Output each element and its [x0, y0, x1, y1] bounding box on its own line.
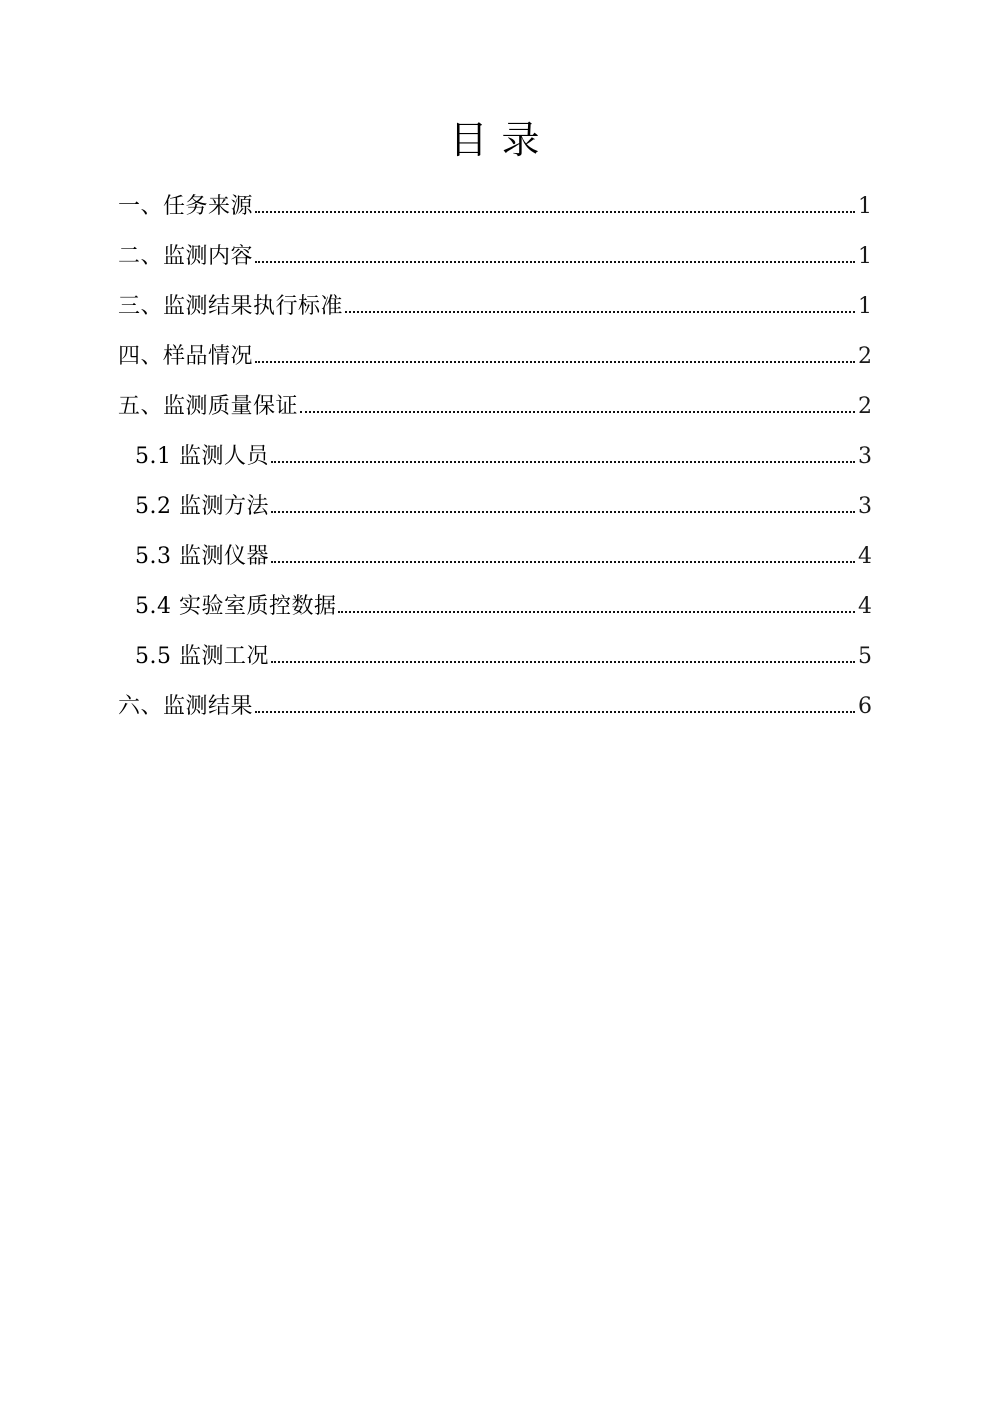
toc-entry-label: 二、监测内容 — [118, 244, 254, 269]
toc-entry-page-number: 1 — [858, 244, 872, 269]
toc-entry-page-number: 1 — [858, 194, 872, 219]
toc-entry-page-number: 6 — [858, 694, 872, 719]
page-title: 目 录 — [449, 118, 541, 162]
toc-entry-page-number: 3 — [858, 444, 872, 469]
toc-entry-page-number: 4 — [858, 544, 872, 569]
toc-dot-leader — [255, 361, 855, 363]
toc-entry[interactable] — [135, 495, 872, 518]
toc-dot-leader — [255, 211, 855, 213]
toc-entry-label: 五、监测质量保证 — [118, 394, 299, 419]
toc-dot-leader — [271, 461, 855, 463]
toc-entry-page-number: 4 — [858, 594, 872, 619]
toc-dot-leader — [271, 511, 855, 513]
toc-entry[interactable] — [135, 445, 872, 468]
toc-entry-page-number: 2 — [858, 394, 872, 419]
toc-dot-leader — [271, 661, 855, 663]
toc-dot-leader — [338, 611, 855, 613]
toc-entry[interactable] — [118, 695, 872, 718]
toc-entry-label: 四、样品情况 — [118, 344, 254, 369]
toc-entry-page-number: 3 — [858, 494, 872, 519]
toc-entry-label: 5.5 监测工况 — [135, 644, 269, 669]
toc-dot-leader — [255, 711, 855, 713]
toc-dot-leader — [255, 261, 855, 263]
toc-entry[interactable] — [118, 195, 872, 218]
toc-entry-page-number: 2 — [858, 344, 872, 369]
toc-entry-label: 5.3 监测仪器 — [135, 544, 269, 569]
toc-dot-leader — [345, 311, 855, 313]
toc-entry[interactable] — [118, 295, 872, 318]
toc-dot-leader — [300, 411, 855, 413]
toc-entry[interactable] — [135, 545, 872, 568]
toc-entry[interactable] — [135, 595, 872, 618]
toc-entry-page-number: 5 — [858, 644, 872, 669]
toc-entry-label: 一、任务来源 — [118, 194, 254, 219]
toc-entry-label: 5.2 监测方法 — [135, 494, 269, 519]
toc-entry-label: 三、监测结果执行标准 — [118, 294, 344, 319]
table-of-contents — [118, 195, 872, 718]
toc-entry-label: 5.4 实验室质控数据 — [135, 594, 337, 619]
toc-dot-leader — [271, 561, 855, 563]
toc-entry-page-number: 1 — [858, 294, 872, 319]
toc-entry-label: 5.1 监测人员 — [135, 444, 269, 469]
toc-entry-label: 六、监测结果 — [118, 694, 254, 719]
toc-entry[interactable] — [135, 645, 872, 668]
toc-entry[interactable] — [118, 395, 872, 418]
toc-entry[interactable] — [118, 245, 872, 268]
toc-entry[interactable] — [118, 345, 872, 368]
